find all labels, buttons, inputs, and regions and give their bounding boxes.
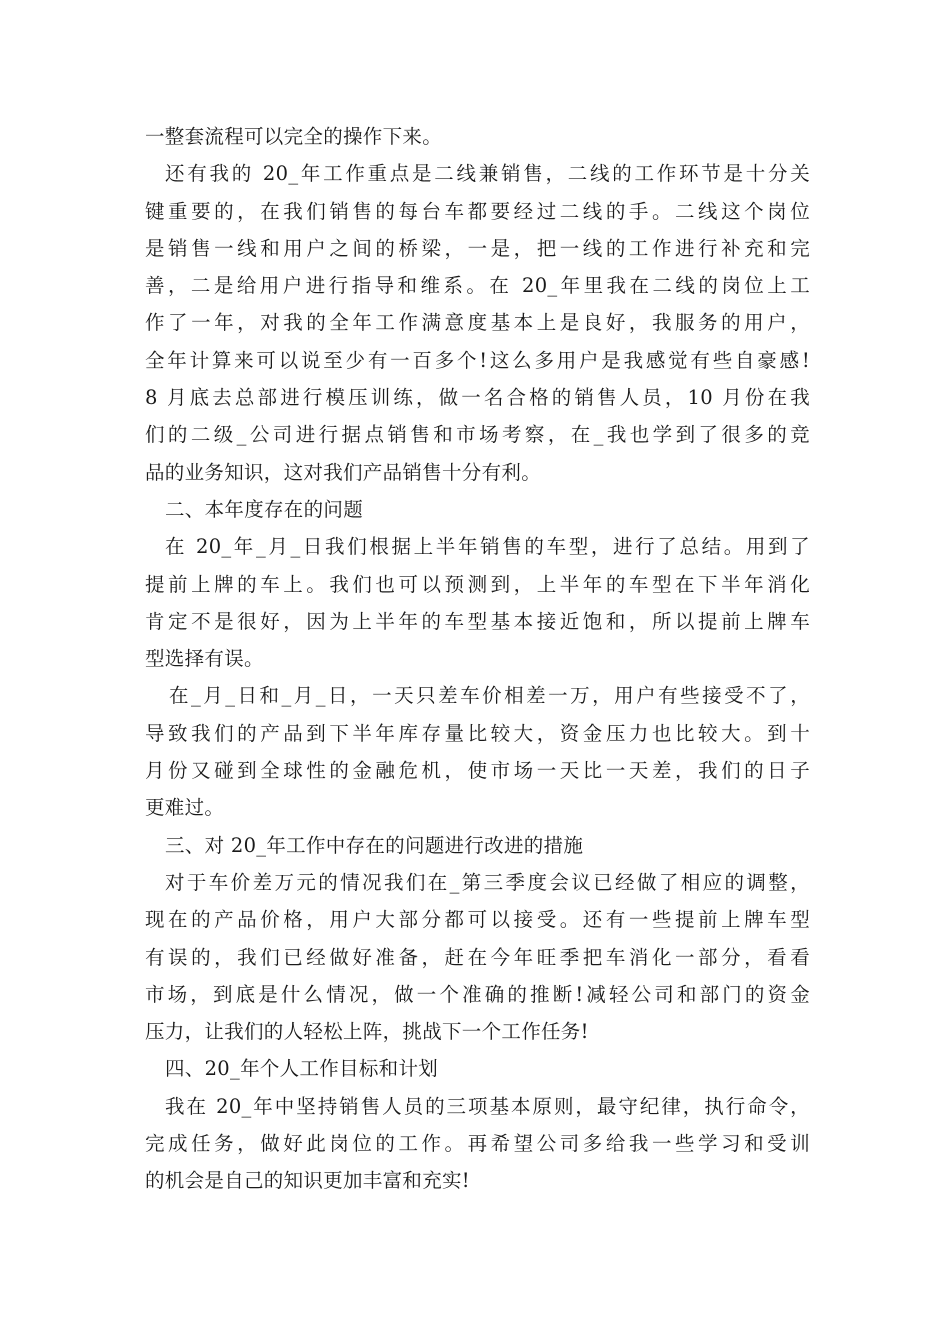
text-line: 在_月_日和_月_日，一天只差车价相差一万，用户有些接受不了，: [169, 684, 810, 708]
text-line: 一整套流程可以完全的操作下来。: [145, 125, 443, 148]
text-line: 更难过。: [145, 796, 225, 820]
text-line: 压力，让我们的人轻松上阵，挑战下一个工作任务!: [145, 1020, 589, 1044]
section-heading: 三、对 20_年工作中存在的问题进行改进的措施: [165, 833, 584, 857]
text-line: 市场，到底是什么情况，做一个准确的推断!减轻公司和部门的资金: [145, 982, 810, 1006]
document-body: [145, 118, 810, 1200]
text-line: 作了一年，对我的全年工作满意度基本上是良好，我服务的用户，: [145, 311, 810, 335]
text-line: 8 月底去总部进行模压训练，做一名合格的销售人员，10 月份在我: [145, 386, 810, 410]
text-line: 导致我们的产品到下半年库存量比较大，资金压力也比较大。到十: [145, 721, 810, 745]
text-line: 月份又碰到全球性的金融危机，使市场一天比一天差，我们的日子: [145, 759, 810, 783]
text-line: 品的业务知识，这对我们产品销售十分有利。: [145, 460, 542, 484]
section-heading: 二、本年度存在的问题: [165, 497, 364, 521]
text-line: 现在的产品价格，用户大部分都可以接受。还有一些提前上牌车型: [145, 908, 810, 932]
text-line: 善，二是给用户进行指导和维系。在 20_年里我在二线的岗位上工: [145, 274, 810, 298]
text-line: 在 20_年_月_日我们根据上半年销售的车型，进行了总结。用到了: [165, 535, 810, 559]
text-line: 的机会是自己的知识更加丰富和充实!: [145, 1169, 470, 1193]
section-heading: 四、20_年个人工作目标和计划: [165, 1057, 439, 1081]
text-line: 型选择有误。: [145, 647, 264, 671]
text-line: 是销售一线和用户之间的桥梁，一是，把一线的工作进行补充和完: [145, 236, 810, 260]
text-line: 们的二级_公司进行据点销售和市场考察，在_我也学到了很多的竞: [145, 423, 810, 447]
text-line: 还有我的 20_年工作重点是二线兼销售，二线的工作环节是十分关: [165, 162, 810, 186]
text-line: 有误的，我们已经做好准备，赶在今年旺季把车消化一部分，看看: [145, 945, 810, 969]
text-line: 对于车价差万元的情况我们在_第三季度会议已经做了相应的调整，: [165, 870, 810, 894]
text-line: 完成任务，做好此岗位的工作。再希望公司多给我一些学习和受训: [145, 1132, 810, 1156]
text-line: 肯定不是很好，因为上半年的车型基本接近饱和，所以提前上牌车: [145, 609, 810, 633]
text-line: 提前上牌的车上。我们也可以预测到，上半年的车型在下半年消化: [145, 572, 810, 596]
text-line: 键重要的，在我们销售的每台车都要经过二线的手。二线这个岗位: [145, 199, 810, 223]
text-line: 我在 20_年中坚持销售人员的三项基本原则，最守纪律，执行命令，: [165, 1094, 810, 1118]
text-line: 全年计算来可以说至少有一百多个!这么多用户是我感觉有些自豪感!: [145, 348, 810, 372]
